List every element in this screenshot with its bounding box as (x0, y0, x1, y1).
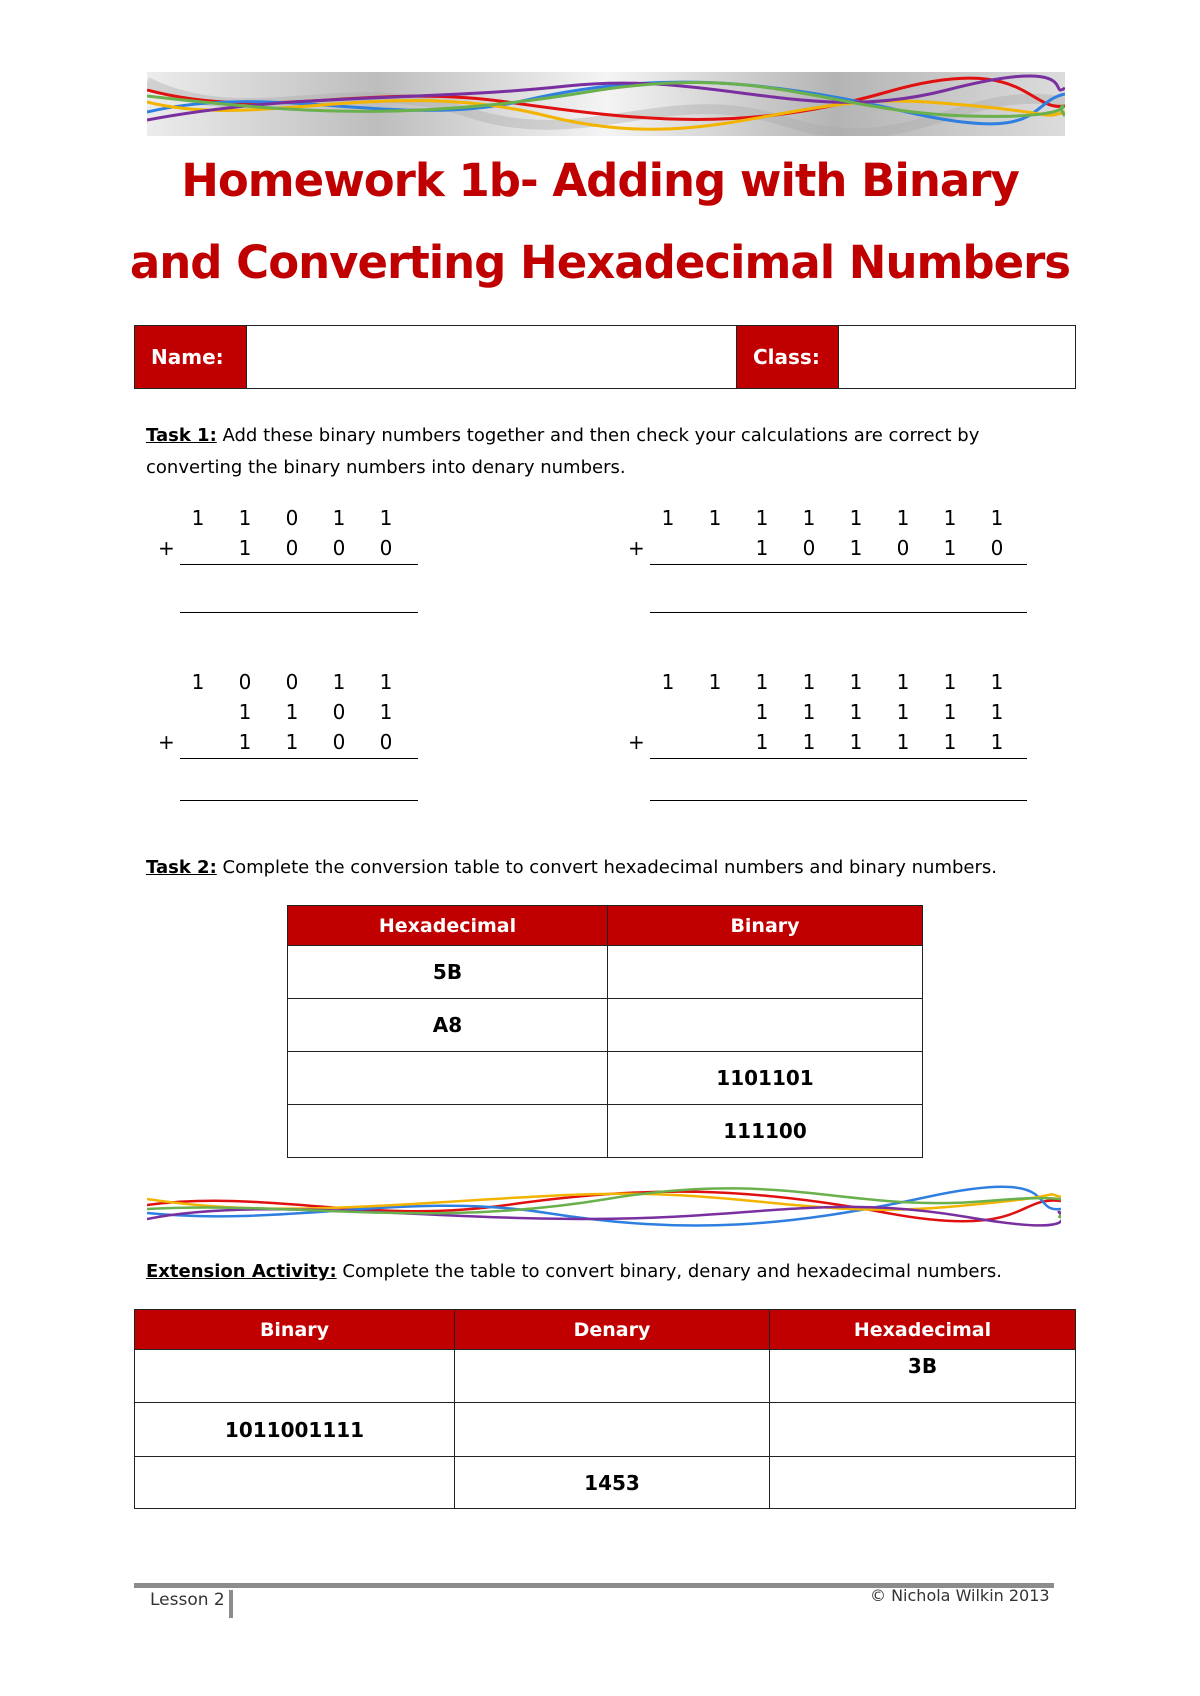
binary-digit: 1 (943, 730, 957, 754)
class-field[interactable] (839, 326, 1076, 389)
binary-digit: 1 (990, 730, 1004, 754)
answer-line[interactable] (180, 800, 418, 801)
plus-sign: + (158, 536, 175, 560)
binary-digit: 0 (802, 536, 816, 560)
binary-digit: 1 (661, 506, 675, 530)
conversion-table (134, 1309, 1076, 1509)
table-cell[interactable] (288, 1105, 608, 1158)
binary-digit: 1 (285, 700, 299, 724)
binary-digit: 1 (943, 670, 957, 694)
sum-underline (180, 564, 418, 565)
binary-digit: 1 (849, 506, 863, 530)
extension-heading: Extension Activity: (146, 1261, 337, 1282)
task1-instructions (146, 420, 1046, 484)
sum-underline (650, 758, 1027, 759)
binary-digit: 1 (943, 506, 957, 530)
binary-digit: 1 (896, 506, 910, 530)
table-cell[interactable] (455, 1403, 770, 1457)
table-cell: 111100 (608, 1105, 923, 1158)
binary-digit: 1 (755, 670, 769, 694)
table-cell[interactable] (455, 1350, 770, 1403)
binary-digit: 1 (802, 700, 816, 724)
binary-digit: 1 (849, 536, 863, 560)
header-denary: Denary (455, 1310, 770, 1350)
binary-digit: 0 (238, 670, 252, 694)
binary-digit: 0 (990, 536, 1004, 560)
binary-digit: 1 (755, 700, 769, 724)
binary-digit: 1 (332, 670, 346, 694)
binary-digit: 0 (379, 730, 393, 754)
binary-digit: 1 (379, 506, 393, 530)
header-hexadecimal: Hexadecimal (288, 906, 608, 946)
answer-line[interactable] (180, 612, 418, 613)
binary-digit: 1 (755, 536, 769, 560)
table-cell[interactable] (608, 946, 923, 999)
answer-line[interactable] (650, 612, 1027, 613)
binary-digit: 0 (379, 536, 393, 560)
top-banner-image (147, 72, 1065, 136)
task1-text: Add these binary numbers together and then check your calculations are correct by converting the binary numbers into denary numbers. (146, 425, 980, 478)
binary-digit: 0 (332, 700, 346, 724)
binary-digit: 1 (755, 506, 769, 530)
binary-digit: 1 (990, 506, 1004, 530)
name-label: Name: (135, 326, 247, 389)
sum-underline (650, 564, 1027, 565)
plus-sign: + (628, 536, 645, 560)
binary-digit: 1 (708, 670, 722, 694)
table-cell[interactable] (770, 1403, 1076, 1457)
binary-digit: 1 (191, 670, 205, 694)
binary-digit: 1 (849, 730, 863, 754)
plus-sign: + (158, 730, 175, 754)
binary-digit: 1 (802, 506, 816, 530)
binary-digit: 1 (755, 730, 769, 754)
footer-copyright: © Nichola Wilkin 2013 (870, 1586, 1050, 1605)
header-hexadecimal: Hexadecimal (770, 1310, 1076, 1350)
table-cell[interactable] (608, 999, 923, 1052)
footer-lesson: Lesson 2 (150, 1590, 225, 1610)
binary-digit: 1 (238, 730, 252, 754)
sum-underline (180, 758, 418, 759)
table-cell: 1011001111 (135, 1403, 455, 1457)
binary-digit: 1 (896, 670, 910, 694)
binary-digit: 0 (285, 536, 299, 560)
binary-digit: 1 (849, 700, 863, 724)
binary-digit: 1 (943, 536, 957, 560)
binary-digit: 1 (238, 536, 252, 560)
extension-instructions (146, 1256, 1046, 1288)
table-cell: 3B (770, 1350, 1076, 1403)
footer-divider (229, 1590, 233, 1618)
binary-digit: 1 (285, 730, 299, 754)
binary-digit: 0 (332, 536, 346, 560)
binary-digit: 1 (379, 700, 393, 724)
hex-binary-table (287, 905, 923, 1158)
binary-digit: 1 (238, 506, 252, 530)
page-title-line1: Homework 1b- Adding with Binary (181, 154, 1019, 207)
task2-heading: Task 2: (146, 857, 217, 878)
binary-digit: 0 (285, 506, 299, 530)
answer-line[interactable] (650, 800, 1027, 801)
name-field[interactable] (247, 326, 737, 389)
class-label: Class: (737, 326, 839, 389)
header-binary: Binary (608, 906, 923, 946)
table-cell[interactable] (135, 1350, 455, 1403)
header-binary: Binary (135, 1310, 455, 1350)
binary-digit: 1 (379, 670, 393, 694)
binary-digit: 0 (285, 670, 299, 694)
task2-instructions (146, 852, 1046, 884)
binary-digit: 1 (238, 700, 252, 724)
binary-digit: 1 (990, 670, 1004, 694)
task2-text: Complete the conversion table to convert hexadecimal numbers and binary numbers. (216, 857, 997, 878)
page-title-line2: and Converting Hexadecimal Numbers (129, 236, 1071, 289)
binary-digit: 0 (332, 730, 346, 754)
plus-sign: + (628, 730, 645, 754)
table-cell: 1101101 (608, 1052, 923, 1105)
wave-divider-image (147, 1183, 1061, 1233)
binary-digit: 1 (191, 506, 205, 530)
table-cell: A8 (288, 999, 608, 1052)
binary-digit: 1 (896, 700, 910, 724)
extension-text: Complete the table to convert binary, denary and hexadecimal numbers. (336, 1261, 1003, 1282)
binary-digit: 1 (802, 730, 816, 754)
binary-digit: 1 (990, 700, 1004, 724)
task1-heading: Task 1: (146, 425, 217, 446)
binary-digit: 1 (943, 700, 957, 724)
table-cell[interactable] (135, 1457, 455, 1509)
binary-digit: 1 (802, 670, 816, 694)
table-cell[interactable] (288, 1052, 608, 1105)
table-cell[interactable] (770, 1457, 1076, 1509)
table-cell: 5B (288, 946, 608, 999)
binary-digit: 0 (896, 536, 910, 560)
binary-digit: 1 (849, 670, 863, 694)
name-class-bar (134, 325, 1076, 389)
binary-digit: 1 (896, 730, 910, 754)
binary-digit: 1 (661, 670, 675, 694)
table-cell: 1453 (455, 1457, 770, 1509)
binary-digit: 1 (708, 506, 722, 530)
binary-digit: 1 (332, 506, 346, 530)
